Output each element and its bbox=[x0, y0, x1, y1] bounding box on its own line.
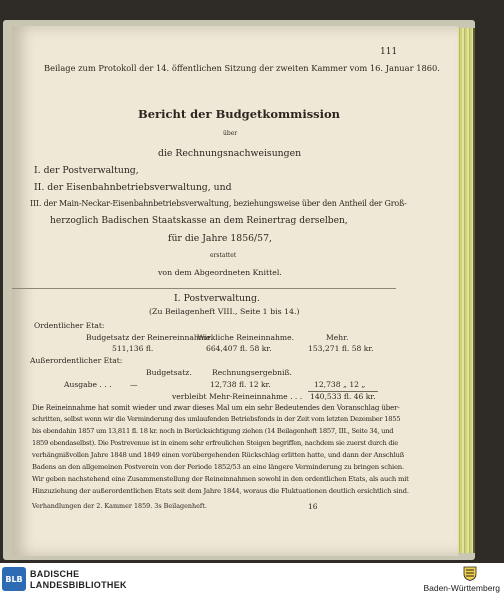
ausserordentlicher-etat-label: Außerordentlicher Etat: bbox=[30, 356, 123, 365]
col-budgetsatz-reineinnahme: Budgetsatz der Reinereinnahme. bbox=[86, 333, 213, 342]
value-mehr: 153,271 fl. 58 kr. bbox=[308, 344, 374, 353]
verbleibt-label: verbleibt Mehr-Reineinnahme . . . bbox=[172, 392, 303, 401]
library-name-line-1: BADISCHE bbox=[30, 569, 80, 579]
item-3-continued: herzoglich Badischen Staatskasse an dem Reinertrag derselben, bbox=[50, 216, 348, 226]
item-2: II. der Eisenbahnbetriebsverwaltung, und bbox=[34, 182, 232, 193]
library-name-line-2: LANDESBIBLIOTHEK bbox=[30, 580, 127, 590]
body-line-7: Wir geben nachstehend eine Zusammenstellung der Reineinnahmen sowohl in den ordentlichen Etats, als auch mit bbox=[32, 475, 409, 483]
ueber-label: über bbox=[223, 130, 238, 137]
value-mehr-ausgabe: 12,738 „ 12 „ bbox=[314, 380, 366, 389]
item-1: I. der Postverwaltung, bbox=[34, 165, 139, 176]
page-footer-signature: 16 bbox=[308, 502, 318, 511]
ausgabe-dash: — bbox=[130, 380, 138, 389]
verbleibt-value: 140,533 fl. 46 kr. bbox=[310, 392, 376, 401]
body-line-4: 1859 ebendaselbst). Die Postrevenue ist in einem sehr erfreulichen Steigen begriffen, nachdem sie zuerst durch die bbox=[32, 439, 398, 447]
report-subtitle: die Rechnungsnachweisungen bbox=[158, 148, 302, 159]
body-line-1: Die Reineinnahme hat somit wieder und zwar dieses Mal um ein sehr Bedeutendes den Voranschlag über- bbox=[32, 403, 400, 412]
page-number: 111 bbox=[380, 47, 398, 57]
item-3: III. der Main-Neckar-Eisenbahnbetriebsverwaltung, beziehungsweise über den Antheil der Groß- bbox=[30, 199, 407, 208]
col-wirkliche-reineinnahme: Wirkliche Reineinnahme. bbox=[197, 333, 295, 342]
report-author: von dem Abgeordneten Knittel. bbox=[158, 268, 282, 277]
section-title: I. Postverwaltung. bbox=[174, 293, 260, 304]
erstattet-label: erstattet bbox=[210, 252, 237, 259]
page-header: Beilage zum Protokoll der 14. öffentlichen Sitzung der zweiten Kammer vom 16. Januar 1860. bbox=[44, 63, 440, 73]
col-rechnungsergebnis: Rechnungsergebniß. bbox=[212, 368, 292, 377]
body-line-2: schritten, selbst wenn wir die Verminderung des umlaufenden Betriebsfonds in der Zeit vom letzten Dezember 1855 bbox=[32, 415, 401, 423]
value-wirklich: 664,407 fl. 58 kr. bbox=[206, 344, 272, 353]
body-line-3: bis ebendahin 1857 um 13,811 fl. 18 kr. noch in Berücksichtigung ziehen (14 Beilagenheft 1857, III., Seite 34, und bbox=[32, 427, 394, 435]
blb-logo[interactable]: BLB bbox=[2, 567, 26, 591]
page-footer-source: Verhandlungen der 2. Kammer 1859. 3s Beilagenheft. bbox=[32, 502, 207, 510]
col-mehr: Mehr. bbox=[326, 333, 349, 342]
col-budgetsatz: Budgetsatz. bbox=[146, 368, 192, 377]
page-edges bbox=[455, 28, 475, 553]
body-line-6: Badens an den allgemeinen Postverein von der Periode 1852/53 an eine längere Verminderung zu bringen schien. bbox=[32, 463, 404, 471]
state-name: Baden-Württemberg bbox=[423, 583, 500, 593]
value-rechnungsergebnis: 12,738 fl. 12 kr. bbox=[210, 380, 271, 389]
value-budgetsatz: 511,136 fl. bbox=[112, 344, 154, 353]
report-title: Bericht der Budgetkommission bbox=[138, 107, 341, 121]
body-line-5: verhängnißvollen Jahre 1848 und 1849 einen vorübergehenden Rückschlag erlitten hatte, und dann der Anschluß bbox=[32, 451, 405, 459]
book-page bbox=[12, 26, 458, 556]
report-years: für die Jahre 1856/57, bbox=[168, 233, 272, 244]
library-footer-bar bbox=[0, 563, 504, 595]
section-reference: (Zu Beilagenheft VIII., Seite 1 bis 14.) bbox=[149, 307, 300, 316]
body-line-8: Hinzuziehung der außerordentlichen Etats seit dem Jahre 1844, woraus die Fluktuationen deutlich ersichtlich sind. bbox=[32, 487, 409, 495]
ordentlicher-etat-label: Ordentlicher Etat: bbox=[34, 321, 105, 330]
coat-of-arms-icon bbox=[462, 566, 478, 581]
divider bbox=[12, 288, 396, 289]
ausgabe-label: Ausgabe . . . bbox=[64, 380, 112, 389]
